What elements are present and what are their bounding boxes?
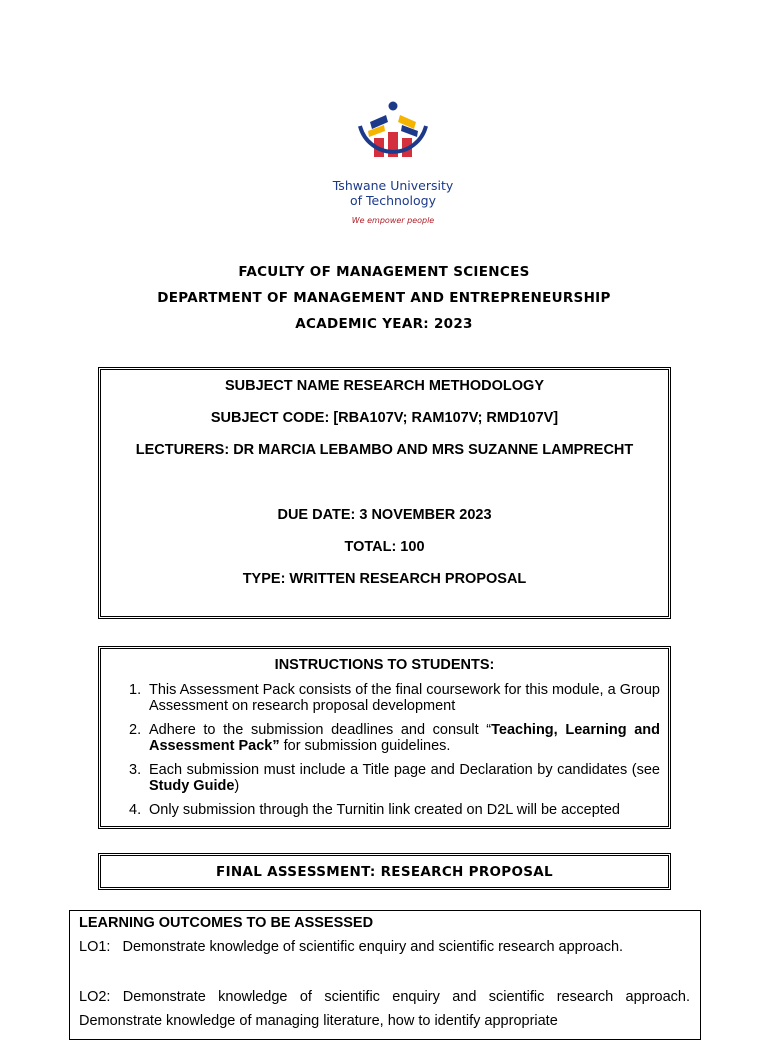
university-logo <box>328 100 458 230</box>
university-tagline: We empower people <box>351 216 435 225</box>
instruction-text <box>149 762 660 794</box>
instruction-text-bold: Study Guide <box>149 778 235 794</box>
university-emblem-icon <box>350 100 436 176</box>
academic-year-heading: ACADEMIC YEAR: 2023 <box>295 316 473 332</box>
final-assessment-title: FINAL ASSESSMENT: RESEARCH PROPOSAL <box>216 864 553 880</box>
instruction-number: 4. <box>129 802 142 818</box>
learning-outcome-1: LO1: Demonstrate knowledge of scientific enquiry and scientific research approach. <box>79 939 624 955</box>
instruction-text-bold: Teaching, Learning and Assessment Pack” <box>149 722 660 754</box>
instruction-text-part: for submission guidelines. <box>279 738 451 754</box>
department-heading: DEPARTMENT OF MANAGEMENT AND ENTREPRENEURSHIP <box>157 290 611 306</box>
subject-code: SUBJECT CODE: [RBA107V; RAM107V; RMD107V] <box>210 410 559 426</box>
due-date: DUE DATE: 3 NOVEMBER 2023 <box>277 507 492 523</box>
total-marks: TOTAL: 100 <box>344 539 425 555</box>
university-name-line1: Tshwane University <box>332 178 454 193</box>
lecturers: LECTURERS: DR MARCIA LEBAMBO AND MRS SUZANNE LAMPRECHT <box>135 442 634 458</box>
instruction-text <box>149 722 660 754</box>
learning-outcomes-title: LEARNING OUTCOMES TO BE ASSESSED <box>79 915 374 931</box>
learning-outcomes-box <box>69 910 701 1040</box>
instruction-number: 2. <box>129 722 142 738</box>
instruction-item-1 <box>101 682 668 714</box>
instruction-number: 1. <box>129 682 142 698</box>
instructions-list <box>101 682 668 826</box>
instruction-item-3 <box>101 762 668 794</box>
instruction-item-2 <box>101 722 668 754</box>
faculty-heading: FACULTY OF MANAGEMENT SCIENCES <box>238 264 530 280</box>
subject-name: SUBJECT NAME RESEARCH METHODOLOGY <box>224 378 545 394</box>
university-name-line2: of Technology <box>349 193 437 208</box>
instruction-text-part: Each submission must include a Title page and Declaration by candidates (see <box>149 762 660 778</box>
final-assessment-box <box>98 853 671 890</box>
assessment-type: TYPE: WRITTEN RESEARCH PROPOSAL <box>242 571 527 587</box>
instruction-text-part: ) <box>234 778 240 794</box>
instruction-text: This Assessment Pack consists of the final coursework for this module, a Group Assessment on research proposal development <box>149 682 660 714</box>
instruction-item-4 <box>101 802 668 818</box>
instruction-text: Only submission through the Turnitin link created on D2L will be accepted <box>149 802 620 818</box>
subject-info-box <box>98 367 671 619</box>
instructions-title: INSTRUCTIONS TO STUDENTS: <box>274 657 495 673</box>
instruction-number: 3. <box>129 762 142 778</box>
learning-outcome-2: LO2: Demonstrate knowledge of scientific enquiry and scientific research approach. Demonstrate knowledge of managing literature, how to identify appropriate <box>79 989 690 1029</box>
instruction-text-part: Adhere to the submission deadlines and consult “ <box>149 722 492 738</box>
instructions-box <box>98 646 671 829</box>
